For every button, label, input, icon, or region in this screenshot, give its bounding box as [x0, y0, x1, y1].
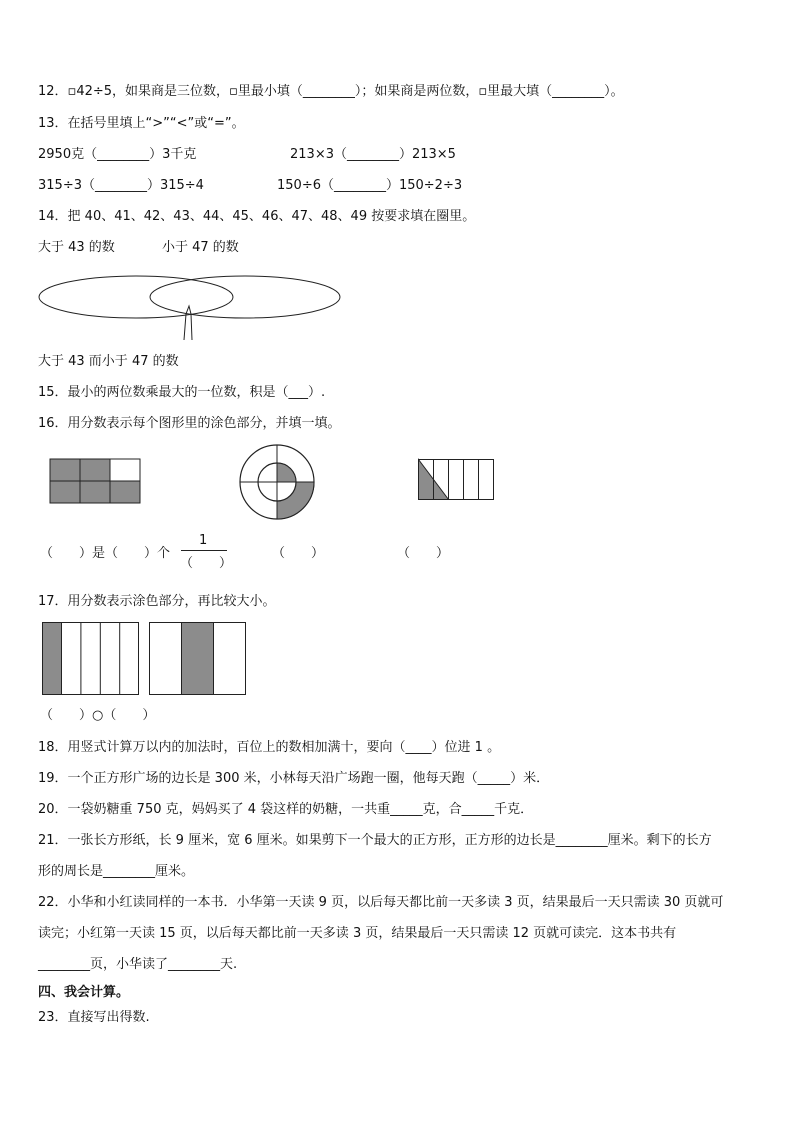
question-15: 15．最小的两位数乘最大的一位数，积是（___）.	[38, 385, 326, 400]
question-13-item-1: 2950克（________）3千克	[38, 147, 197, 162]
section-heading: 四、我会计算。	[38, 985, 130, 1000]
question-16-answer-b: （ ）	[272, 546, 325, 561]
question-16-answer-a: （ ）是（ ）个	[40, 546, 171, 561]
question-18: 18．用竖式计算万以内的加法时，百位上的数相加满十，要向（____）位进 1 。	[38, 740, 501, 755]
venn-right-label: 小于 47 的数	[162, 240, 239, 255]
question-21-line-1: 21．一张长方形纸，长 9 厘米，宽 6 厘米。如果剪下一个最大的正方形，正方形的边长是________厘米。剩下的长方	[38, 833, 712, 848]
question-23: 23．直接写出得数.	[38, 1010, 150, 1025]
fraction-figure-grid	[50, 459, 142, 505]
compare-figure-right	[149, 622, 247, 696]
question-22-line-1: 22．小华和小红读同样的一本书．小华第一天读 9 页，以后每天都比前一天多读 3 页，结果最后一天只需读 30 页就可	[38, 895, 724, 910]
fraction-figure-circle	[239, 444, 317, 522]
question-13: 13．在括号里填上“>”“<”或“=”。	[38, 116, 245, 131]
venn-right-circle	[150, 276, 340, 318]
question-13-item-3: 315÷3（________）315÷4	[38, 178, 204, 193]
question-13-item-2: 213×3（________）213×5	[290, 147, 456, 162]
question-20: 20．一袋奶糖重 750 克，妈妈买了 4 袋这样的奶糖，一共重_____克，合_____千克．	[38, 802, 534, 817]
question-14: 14．把 40、41、42、43、44、45、46、47、48、49 按要求填在圈里。	[38, 209, 476, 224]
venn-left-label: 大于 43 的数	[38, 240, 115, 255]
question-19: 19．一个正方形广场的边长是 300 米，小林每天沿广场跑一圈，他每天跑（_____）米．	[38, 771, 550, 786]
venn-pointer-arrow	[184, 306, 192, 340]
fraction-figure-strip	[418, 459, 496, 501]
question-13-item-4: 150÷6（________）150÷2÷3	[277, 178, 463, 193]
question-21-line-2: 形的周长是________厘米。	[38, 864, 195, 879]
fraction-numerator: 1	[199, 533, 208, 548]
question-16-answer-c: （ ）	[397, 546, 450, 561]
question-16: 16．用分数表示每个图形里的涂色部分，并填一填。	[38, 416, 341, 431]
fraction-denominator: （ ）	[180, 556, 233, 571]
question-17-answer: （ ）○（ ）	[40, 708, 156, 723]
question-22-line-2: 读完；小红第一天读 15 页，以后每天都比前一天多读 3 页，结果最后一天只需读 12 页就可读完．这本书共有	[38, 926, 677, 941]
fraction-bar	[181, 550, 227, 551]
venn-bottom-label: 大于 43 而小于 47 的数	[38, 354, 179, 369]
venn-left-circle	[39, 276, 233, 318]
compare-figure-left	[42, 622, 140, 696]
question-22-line-3: ________页，小华读了________天.	[38, 957, 238, 972]
question-17: 17．用分数表示涂色部分，再比较大小。	[38, 594, 276, 609]
question-12: 12．▫42÷5，如果商是三位数，▫里最小填（________）；如果商是两位数，▫里最大填（________）。	[38, 84, 624, 99]
